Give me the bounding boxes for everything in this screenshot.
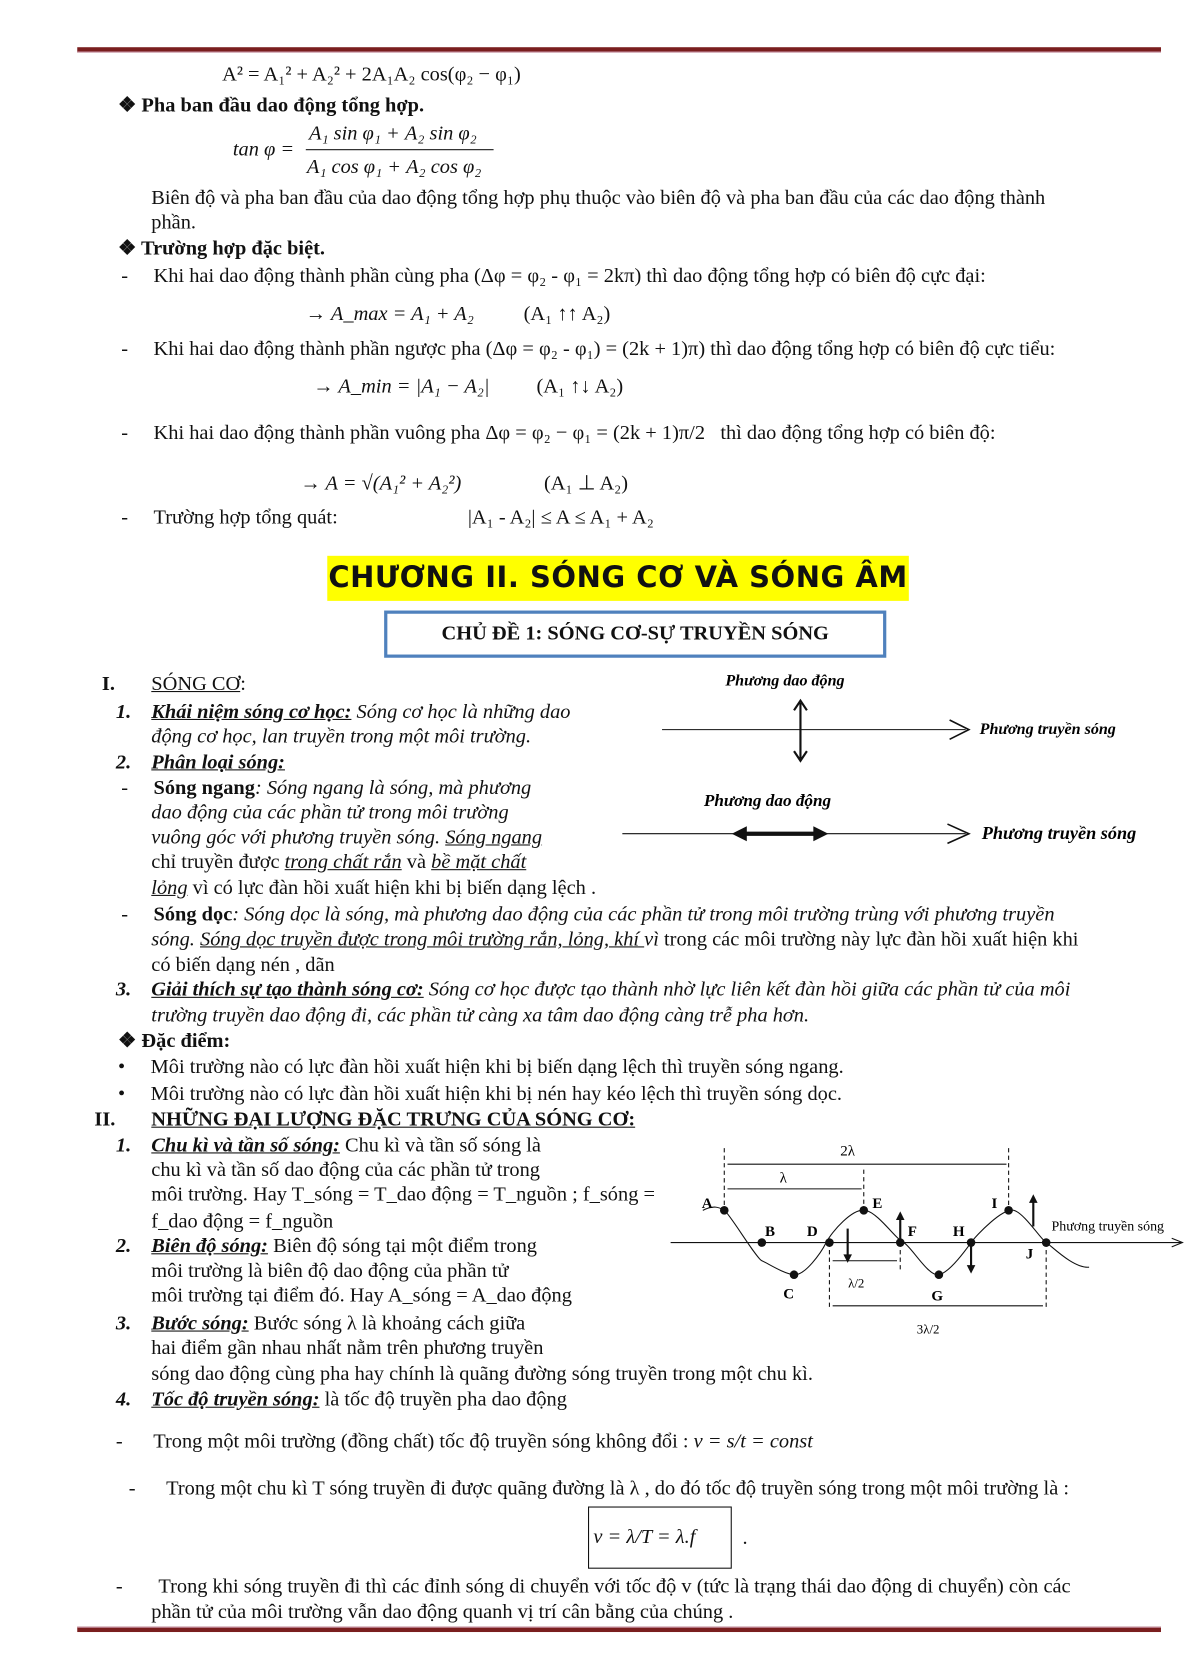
text-depend: Biên độ và pha ban đầu của dao động tổng hợp phụ thuộc vào biên độ và pha ban đầu của các dao động thành	[151, 186, 1046, 210]
label-lambda: λ	[779, 1170, 787, 1187]
item-concept	[151, 700, 570, 725]
diamond-bullet-icon: ❖	[118, 1030, 142, 1053]
diamond-bullet-icon: ❖	[118, 94, 142, 117]
osc-label-1: Phương dao động	[725, 672, 845, 690]
formula-v-lambda: v = λ/T = λ.f	[593, 1525, 696, 1549]
text-last: Trong khi sóng truyền đi thì các đỉnh sóng di chuyển với tốc độ v (tức là trạng thái dao động di chuyển) còn các	[158, 1575, 1071, 1598]
wave-diagram	[665, 1132, 1191, 1357]
text-anti-phase: Khi hai dao động thành phần ngược pha (Δφ = φ₂ - φ₁) = (2k + 1)π) thì dao động tổng hợp có biên độ cực tiểu:	[153, 337, 1056, 361]
item-text	[151, 825, 542, 850]
diamond-bullet-icon: ❖	[118, 237, 142, 260]
bullet-item: • Môi trường nào có lực đàn hồi xuất hiện khi bị nén hay kéo lệch thì truyền sóng dọc.	[118, 1082, 843, 1106]
heading-text: Trường hợp đặc biệt.	[141, 237, 326, 260]
formula-amplitude: A² = A₁² + A₂² + 2A₁A₂ cos(φ₂ − φ₁)	[222, 63, 521, 86]
label-two-lambda: 2λ	[840, 1143, 856, 1160]
heading-special	[118, 236, 325, 261]
period-mark: .	[742, 1526, 748, 1550]
point-label: D	[806, 1224, 818, 1241]
item-text: f_dao động = f_nguồn	[151, 1210, 334, 1233]
prop-label-2: Phương truyền sóng	[981, 823, 1137, 844]
formula-amin: → A_min = |A₁ − A₂|	[313, 375, 490, 399]
bottom-rule	[77, 1627, 1161, 1632]
item-number: 2.	[115, 1235, 132, 1258]
formula-aperp: → A = √(A₁² + A₂²)	[300, 472, 462, 495]
section-number: II.	[94, 1108, 116, 1131]
point-label: E	[872, 1196, 883, 1213]
item-title: Chu kì và tần số sóng:	[151, 1134, 340, 1157]
formula-v-const: v = s/t = const	[693, 1430, 813, 1453]
item-text: là tốc độ truyền pha dao động	[319, 1388, 567, 1411]
item-title: Tốc độ truyền sóng:	[151, 1388, 320, 1411]
item-title: Sóng dọc	[153, 903, 233, 926]
item-text: : Sóng ngang là sóng, mà phương	[254, 776, 532, 800]
section-title: NHỮNG ĐẠI LƯỢNG ĐẶC TRƯNG CỦA SÓNG CƠ:	[151, 1108, 636, 1131]
bullet-item: • Môi trường nào có lực đàn hồi xuất hiện khi bị biến dạng lệch thì truyền sóng ngang.	[118, 1055, 844, 1079]
dash-item: - Sóng dọc: Sóng dọc là sóng, mà phương dao động của các phần tử trong môi trường trùng với phương truyền	[121, 903, 1055, 926]
dash-item: - Khi hai dao động thành phần ngược pha (Δφ = φ₂ - φ₁) = (2k + 1)π) thì dao động tổng hợp có biên độ cực tiểu:	[121, 337, 1056, 361]
formula-general: |A₁ - A₂| ≤ A ≤ A₁ + A₂	[467, 506, 654, 529]
text-general: Trường hợp tổng quát:	[153, 506, 338, 529]
text: bề mặt chất	[431, 850, 527, 874]
text-const-speed: Trong một môi trường (đồng chất) tốc độ truyền sóng không đổi :	[153, 1430, 689, 1453]
point-label: H	[952, 1224, 965, 1241]
text: vì có lực đàn hồi xuất hiện khi bị biến dạng lệch .	[187, 876, 597, 900]
heading-features	[118, 1029, 230, 1054]
section-title: SÓNG CƠ:	[151, 672, 246, 696]
item-title: Khái niệm sóng cơ học:	[151, 700, 352, 724]
label-half-lambda: λ/2	[848, 1276, 865, 1291]
item-number: 2.	[115, 751, 132, 774]
text: vì	[644, 928, 664, 951]
formula-amax: → A_max = A₁ + A₂	[305, 302, 474, 326]
top-rule	[77, 47, 1161, 52]
item-period	[151, 1133, 541, 1158]
formula-amin-vector: (A₁ ↑↓ A₂)	[536, 375, 624, 399]
label-three-half-lambda: 3λ/2	[916, 1322, 940, 1337]
wave-direction-diagram	[612, 660, 1181, 875]
item-text: sóng dao động cùng pha hay chính là quãng đường sóng truyền trong một chu kì.	[151, 1362, 813, 1386]
item-text: môi trường là biên độ dao động của phần tử	[151, 1259, 509, 1283]
item-amplitude	[151, 1234, 537, 1259]
text: trong chất rắn	[284, 850, 402, 874]
heading-initial-phase	[118, 93, 424, 118]
text-in-phase: Khi hai dao động thành phần cùng pha (Δφ = φ₂ - φ₁ = 2kπ) thì dao động tổng hợp có biên độ cực đại:	[153, 265, 986, 288]
text-depend-2: phần.	[151, 211, 197, 234]
arrow-left-icon	[732, 826, 747, 841]
item-text	[151, 876, 596, 901]
formula-box	[588, 1506, 732, 1568]
dash-item: - Khi hai dao động thành phần cùng pha (Δφ = φ₂ - φ₁ = 2kπ) thì dao động tổng hợp có biên độ cực đại:	[121, 265, 986, 288]
section-number: I.	[101, 672, 115, 696]
text: lỏng	[151, 876, 188, 900]
text: và	[401, 850, 432, 874]
item-text: có biến dạng nén , dãn	[151, 953, 335, 977]
item-number: 3.	[115, 1312, 132, 1335]
text: Sóng dọc truyền được trong môi trường rắn, lỏng, khí	[200, 928, 645, 951]
label-propagation: Phương truyền sóng	[1051, 1219, 1165, 1235]
item-title: Bước sóng:	[151, 1312, 249, 1335]
bullet-text: Môi trường nào có lực đàn hồi xuất hiện khi bị biến dạng lệch thì truyền sóng ngang.	[150, 1055, 844, 1079]
formula-tan-num: A₁ sin φ₁ + A₂ sin φ₂	[309, 122, 477, 145]
text: Sóng ngang	[445, 826, 543, 849]
text-period: Trong một chu kì T sóng truyền đi được quãng đường là λ , do đó tốc độ truyền sóng trong một môi trường là :	[166, 1477, 1070, 1501]
item-text	[151, 850, 526, 875]
point-label: I	[991, 1196, 998, 1213]
item-number: 1.	[115, 1134, 132, 1157]
item-text: Chu kì và tần số sóng là	[339, 1134, 541, 1157]
text-last-2: phần tử của môi trường vẫn dao động quanh vị trí cân bằng của chúng .	[151, 1600, 734, 1624]
item-number: 4.	[115, 1388, 132, 1411]
dash-item: - Trong một chu kì T sóng truyền đi được quãng đường là λ , do đó tốc độ truyền sóng trong một môi trường là :	[128, 1477, 1070, 1501]
dash-item: - Trường hợp tổng quát:	[121, 506, 338, 529]
text-quadrature-2: thì dao động tổng hợp có biên độ:	[720, 421, 996, 445]
text: sóng.	[151, 928, 201, 951]
dash-item: - Trong một môi trường (đồng chất) tốc độ truyền sóng không đổi : v = s/t = const	[115, 1430, 813, 1453]
point-label: G	[931, 1288, 944, 1305]
item-text: hai điểm gần nhau nhất nằm trên phương truyền	[151, 1336, 544, 1360]
dash-item: - Sóng ngang: Sóng ngang là sóng, mà phương	[121, 776, 532, 800]
dash-item: - Khi hai dao động thành phần vuông pha Δφ = φ₂ − φ₁ = (2k + 1)π/2 thì dao động tổng hợp có biên độ:	[121, 421, 996, 445]
item-text: động cơ học, lan truyền trong một môi trường.	[151, 725, 532, 748]
item-formation	[151, 978, 1070, 1003]
formula-tan-den: A₁ cos φ₁ + A₂ cos φ₂	[306, 155, 482, 179]
formula-amax-vector: (A₁ ↑↑ A₂)	[523, 302, 611, 326]
item-title: Sóng ngang	[153, 776, 255, 800]
item-text	[151, 927, 1078, 952]
formula-aperp-vector: (A₁ ⊥ A₂)	[544, 472, 629, 495]
formula-tan-lhs: tan φ =	[232, 138, 295, 161]
point-label: A	[701, 1196, 713, 1213]
arrow-right-icon	[813, 826, 828, 841]
item-text: chu kì và tần số dao động của các phần tử trong	[151, 1158, 540, 1182]
item-speed	[151, 1387, 567, 1412]
point-label: J	[1025, 1246, 1034, 1263]
text: chỉ truyền được	[151, 850, 285, 874]
point-label: F	[907, 1224, 917, 1241]
item-wavelength	[151, 1311, 525, 1336]
item-title: Phân loại sóng:	[151, 751, 285, 774]
item-text: Biên độ sóng tại một điểm trong	[267, 1235, 537, 1258]
item-text: trường truyền dao động đi, các phần tử càng xa tâm dao động càng trễ pha hơn.	[151, 1004, 810, 1027]
bullet-text: Môi trường nào có lực đàn hồi xuất hiện khi bị nén hay kéo lệch thì truyền sóng dọc.	[150, 1082, 843, 1106]
item-title: Giải thích sự tạo thành sóng cơ:	[151, 978, 424, 1002]
heading-text: Đặc điểm:	[141, 1030, 231, 1053]
text-quadrature: Khi hai dao động thành phần vuông pha Δφ = φ₂ − φ₁ = (2k + 1)π/2	[153, 421, 706, 445]
title-text: SÓNG CƠ	[151, 672, 241, 696]
chapter-banner: CHƯƠNG II. SÓNG CƠ VÀ SÓNG ÂM	[327, 556, 909, 601]
item-text: dao động của các phần tử trong môi trường	[151, 801, 509, 825]
prop-label-1: Phương truyền sóng	[979, 720, 1116, 738]
heading-text: Pha ban đầu dao động tổng hợp.	[141, 94, 425, 117]
item-text: : Sóng dọc là sóng, mà phương dao động của các phần tử trong môi trường trùng với phương truyền	[232, 903, 1055, 926]
item-text: Bước sóng λ là khoảng cách giữa	[248, 1312, 526, 1335]
point-label: B	[765, 1224, 776, 1241]
topic-box: CHỦ ĐỀ 1: SÓNG CƠ-SỰ TRUYỀN SÓNG	[384, 611, 886, 658]
point-label: C	[783, 1286, 795, 1303]
text: vuông góc với phương truyền sóng.	[151, 826, 446, 849]
item-number: 3.	[115, 978, 132, 1002]
dash-item: - Trong khi sóng truyền đi thì các đỉnh sóng di chuyển với tốc độ v (tức là trạng thái dao động di chuyển) còn các	[115, 1575, 1071, 1598]
item-text: môi trường. Hay T_sóng = T_dao động = T_nguồn ; f_sóng =	[151, 1183, 655, 1207]
item-text: Sóng cơ học được tạo thành nhờ lực liên kết đàn hồi giữa các phần tử của môi	[423, 978, 1071, 1002]
item-text: môi trường tại điểm đó. Hay A_sóng = A_dao động	[151, 1284, 572, 1307]
osc-label-2: Phương dao động	[703, 790, 832, 810]
item-number: 1.	[115, 700, 132, 724]
fraction-bar	[306, 149, 494, 150]
text: trong các môi trường này lực đàn hồi xuất hiện khi	[663, 928, 1079, 951]
item-title: Biên độ sóng:	[151, 1235, 268, 1258]
item-text: Sóng cơ học là những dao	[351, 700, 571, 724]
